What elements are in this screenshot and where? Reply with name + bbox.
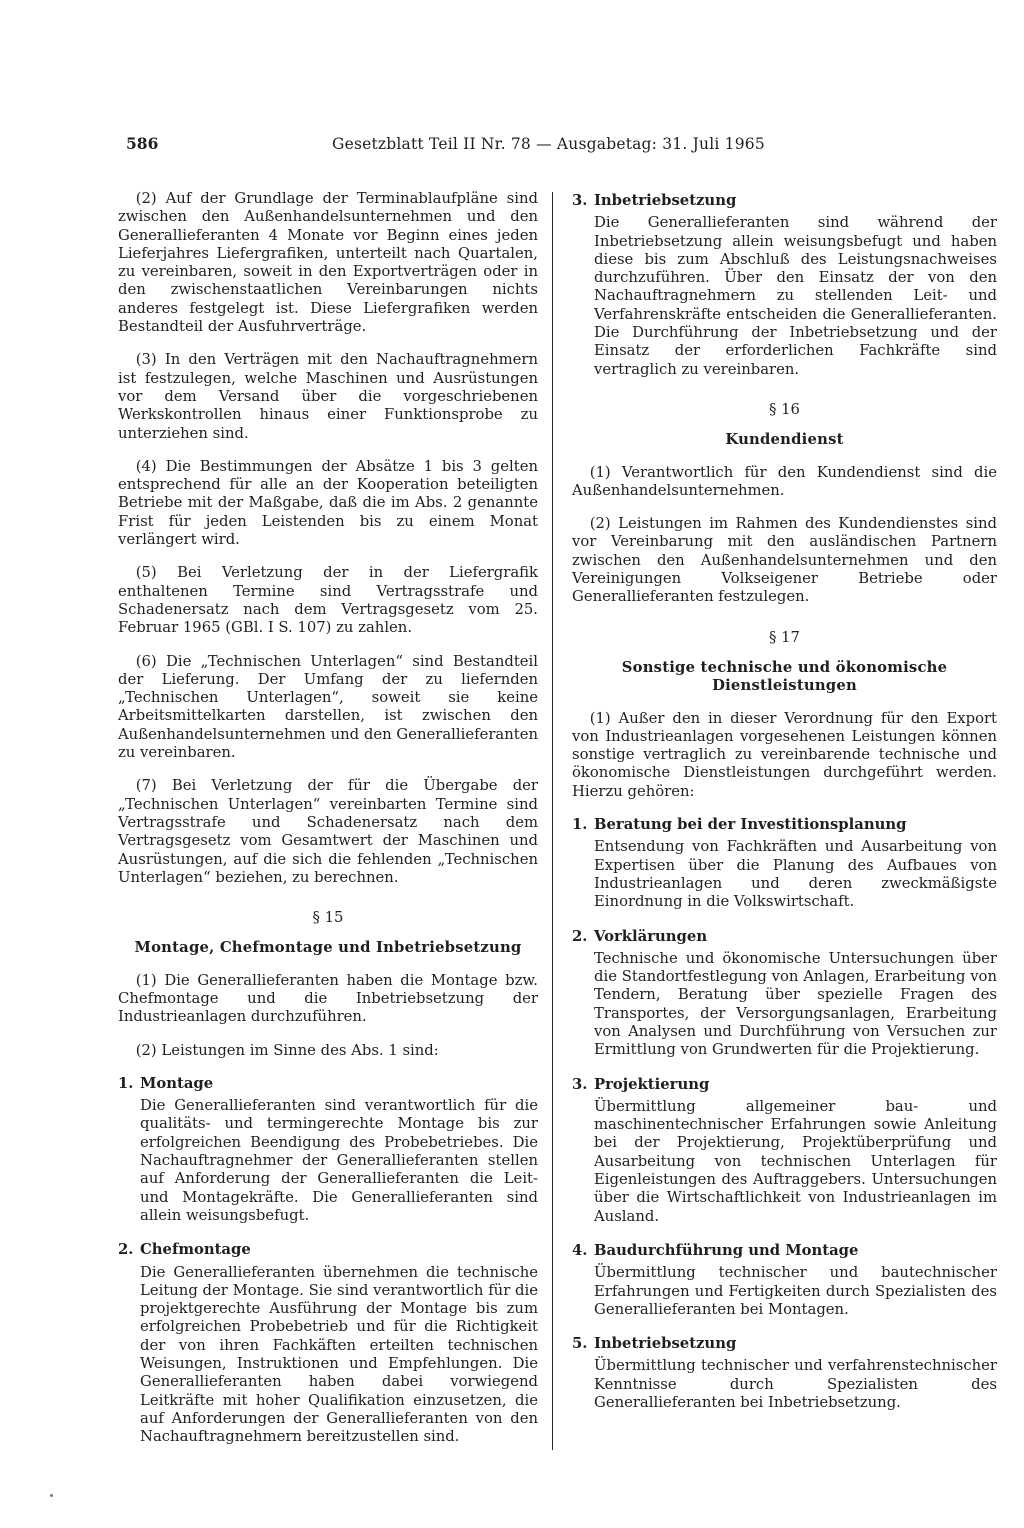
item-number: 1. — [118, 1074, 134, 1092]
item-title: Beratung bei der Investitionsplanung — [594, 816, 907, 834]
list-item-montage — [118, 1075, 538, 1225]
paragraph-17-1: (1) Außer den in dieser Verordnung für den Export von Industrieanlagen vorgesehenen Leistungen können sonstige vertraglich zu vereinbarende technische und ökonomische Dienstleistungen durchgeführt werden. Hierzu gehören: — [572, 709, 997, 800]
item-text: Technische und ökonomische Untersuchungen über die Standortfestlegung von Anlagen, Erarbeitung von Tendern, Beratung über spezielle Fragen des Transportes, der Versorgungsanlagen, Erarbeitung von Analysen und Durchführung von Versuchen zur Ermittlung von Grundwerten für die Projektierung. — [594, 949, 997, 1059]
paragraph-14-3: (3) In den Verträgen mit den Nachauftragnehmern ist festzulegen, welche Maschinen und Ausrüstungen vor dem Versand über die vorgeschriebenen Werkskontrollen hinaus einer Funktionsprobe zu unterziehen sind. — [118, 351, 538, 442]
section-17-title: Sonstige technische und ökonomische Dienstleistungen — [621, 658, 948, 695]
item-title: Baudurchführung und Montage — [594, 1241, 859, 1259]
item-number: 2. — [118, 1241, 134, 1259]
item-number: 3. — [572, 1075, 588, 1093]
paragraph-14-5: (5) Bei Verletzung der in der Liefergrafik enthaltenen Termine sind Vertragsstrafe und Schadenersatz nach dem Vertragsgesetz vom 25. Februar 1965 (GBl. I S. 107) zu zahlen. — [118, 564, 538, 637]
item-title: Projektierung — [594, 1075, 710, 1093]
column-divider — [552, 192, 553, 1450]
paragraph-14-2: (2) Auf der Grundlage der Terminablaufpläne sind zwischen den Außenhandelsunternehmen und den Generallieferanten 4 Monate vor Beginn eines jeden Lieferjahres Liefergrafiken, unterteilt nach Quartalen, zu vereinbaren, soweit in den Exportverträgen oder in den zwischenstaatlichen Vereinbarungen nichts anderes festgelegt ist. Diese Liefergrafiken werden Bestandteil der Ausfuhrverträge. — [118, 190, 538, 336]
item-number: 2. — [572, 927, 588, 945]
item-title: Chefmontage — [140, 1241, 251, 1259]
item-title: Inbetriebsetzung — [594, 1335, 737, 1353]
right-column — [572, 192, 997, 1428]
list-item-chefmontage — [118, 1241, 538, 1446]
item-number: 5. — [572, 1335, 588, 1353]
paragraph-16-1: (1) Verantwortlich für den Kundendienst sind die Außenhandelsunternehmen. — [572, 463, 997, 499]
item-title: Inbetriebsetzung — [594, 192, 737, 209]
paragraph-16-2: (2) Leistungen im Rahmen des Kundendienstes sind vor Vereinbarung mit den ausländischen Partnern zwischen den Außenhandelsunternehmen und den Vereinigungen Volkseigener Betriebe oder Generallieferanten festzulegen. — [572, 515, 997, 606]
item-title: Montage — [140, 1074, 214, 1092]
page-number: 586 — [126, 134, 159, 153]
paragraph-15-2: (2) Leistungen im Sinne des Abs. 1 sind: — [135, 1041, 439, 1059]
item-number: 4. — [572, 1241, 588, 1259]
section-15-number: § 15 — [312, 909, 344, 927]
list-item-baudurchfuehrung — [572, 1242, 997, 1319]
list-item-beratung — [572, 816, 997, 911]
section-15-title: Montage, Chefmontage und Inbetriebsetzung — [134, 939, 522, 957]
item-text: Übermittlung technischer und bautechnischer Erfahrungen und Fertigkeiten durch Spezialisten des Generallieferanten bei Montagen. — [594, 1264, 997, 1318]
paragraph-14-6: (6) Die „Technischen Unterlagen“ sind Bestandteil der Lieferung. Der Umfang der zu liefernden „Technischen Unterlagen“, soweit sie keine Arbeitsmittelkarten darstellen, ist zwischen den Außenhandelsunternehmen und den Generallieferanten zu vereinbaren. — [118, 652, 538, 762]
list-item-vorklaerungen — [572, 928, 997, 1060]
item-text: Die Generallieferanten sind während der Inbetriebsetzung allein weisungsbefugt und haben diese bis zum Abschluß des Leistungsnachweises durchzuführen. Über den Einsatz der von den Nachauftragnehmern zu stellenden Leit- und Verfahrenskräfte entscheiden die Generallieferanten. Die Durchführung der Inbetriebsetzung und der Einsatz der erforderlichen Fachkräfte sind vertraglich zu vereinbaren. — [594, 214, 997, 378]
item-text: Übermittlung technischer und verfahrenstechnischer Kenntnisse durch Spezialisten des Generallieferanten bei Inbetriebsetzung. — [594, 1357, 997, 1412]
section-16-number: § 16 — [769, 400, 800, 418]
paragraph-14-4: (4) Die Bestimmungen der Absätze 1 bis 3 gelten entsprechend für alle an der Kooperation beteiligten Betriebe mit der Maßgabe, daß die im Abs. 2 genannte Frist für jeden Leistenden bis zu einem Monat verlängert wird. — [118, 457, 538, 549]
item-text: Übermittlung allgemeiner bau- und maschinentechnischer Erfahrungen sowie Anleitung bei der Projektierung, Projektüberprüfung und Ausarbeitung von technischen Unterlagen für Eigenleistungen des Auftraggebers. Untersuchungen über die Wirtschaftlichkeit von Industrieanlagen im Ausland. — [594, 1097, 997, 1225]
item-title: Vorklärungen — [594, 927, 708, 945]
item-text: Die Generallieferanten übernehmen die technische Leitung der Montage. Sie sind verantwortlich für die projektgerechte Ausführung der Montage bis zum erfolgreichen Probebetrieb und für die Richtigkeit der von ihren Fachkäften erteilten technischen Weisungen, Instruktionen und Empfehlungen. Die Generallieferanten haben dabei vorwiegend Leitkräfte mit hoher Qualifikation einzusetzen, die auf Anforderungen der Generallieferanten von den Nachauftragnehmern bereitzustellen sind. — [140, 1263, 538, 1446]
list-item-projektierung — [572, 1076, 997, 1226]
paragraph-15-1: (1) Die Generallieferanten haben die Montage bzw. Chefmontage und die Inbetriebsetzung der Industrieanlagen durchzuführen. — [118, 971, 538, 1026]
item-number: 1. — [572, 816, 588, 834]
item-text: Entsendung von Fachkräften und Ausarbeitung von Expertisen über die Planung des Aufbaues von Industrieanlagen und deren zweckmäßigste Einordnung in die Volkswirtschaft. — [594, 838, 997, 911]
running-head: Gesetzblatt Teil II Nr. 78 — Ausgabetag: 31. Juli 1965 — [332, 135, 765, 153]
list-item-inbetriebsetzung-service — [572, 1335, 997, 1412]
section-16-title: Kundendienst — [725, 431, 844, 449]
item-text: Die Generallieferanten sind verantwortlich für die qualitäts- und termingerechte Montage bis zur erfolgreichen Beendigung des Probebetriebes. Die Nachauftragnehmer der Generallieferanten stellen auf Anforderung der Generallieferanten die Leit- und Montagekräfte. Die Generallieferanten sind allein weisungsbefugt. — [140, 1097, 538, 1224]
scan-speck — [50, 1494, 53, 1497]
left-column — [118, 190, 538, 1463]
section-17-number: § 17 — [769, 628, 800, 646]
list-item-inbetriebsetzung — [572, 192, 997, 379]
paragraph-14-7: (7) Bei Verletzung der für die Übergabe der „Technischen Unterlagen“ vereinbarten Termine sind Vertragsstrafe und Schadenersatz nach dem Vertragsgesetz vom Gesamtwert der Maschinen und Ausrüstungen, auf die sich die fehlenden „Technischen Unterlagen“ beziehen, zu berechnen. — [118, 777, 538, 886]
item-number: 3. — [572, 192, 588, 209]
